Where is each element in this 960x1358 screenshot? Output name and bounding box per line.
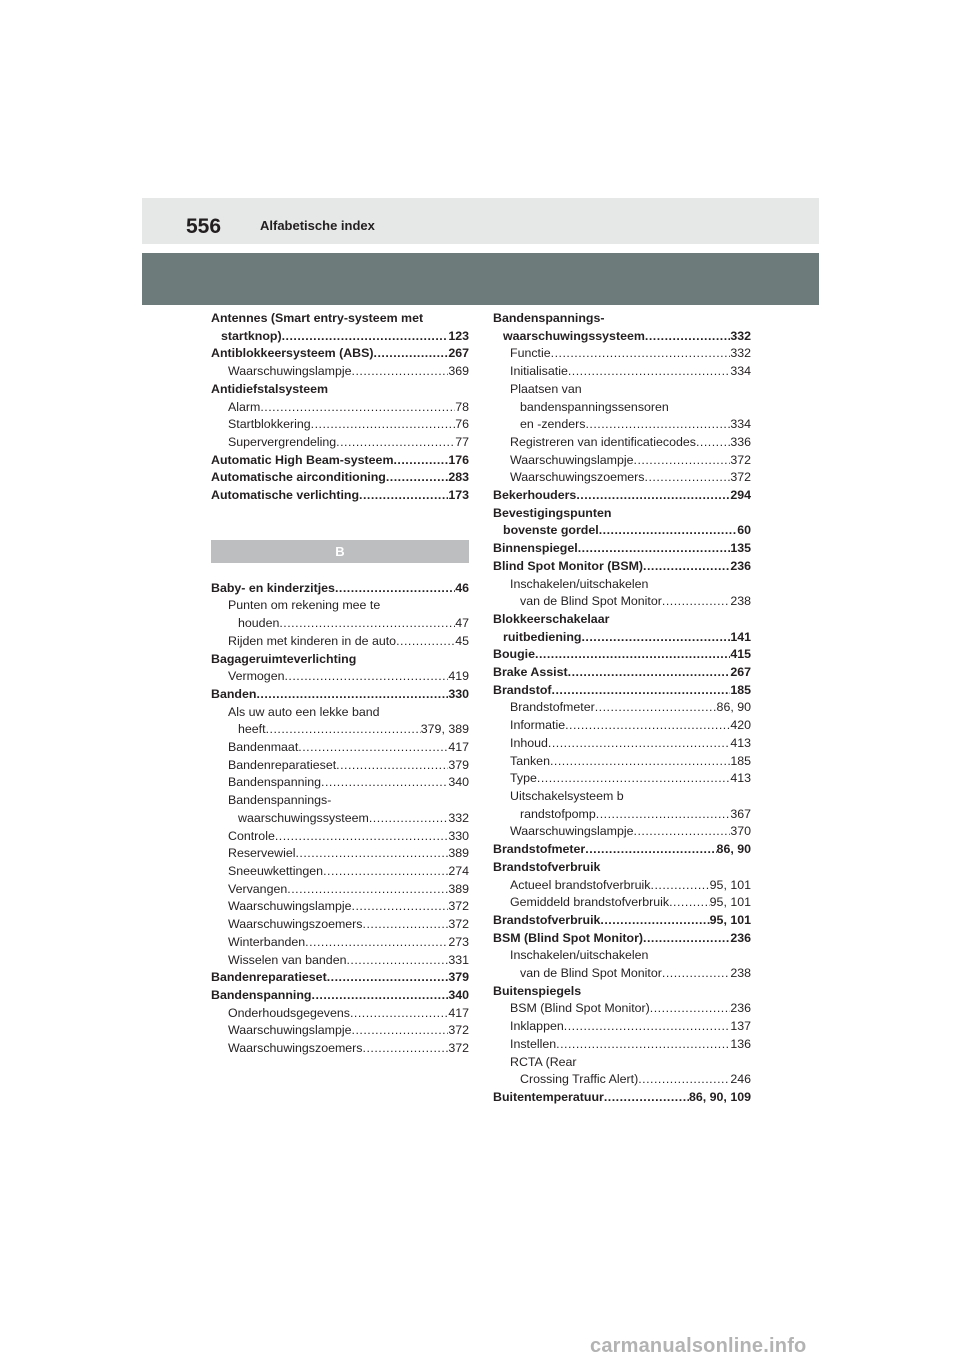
letter-heading-b: B: [211, 540, 469, 563]
index-subentry: waarschuwingssysteem ..... 332: [211, 810, 469, 828]
index-entry: Brandstofverbruik ..... 95, 101: [493, 912, 751, 930]
index-subentry: Inklappen ..... 137: [493, 1018, 751, 1036]
index-subentry: Controle ..... 330: [211, 828, 469, 846]
index-subentry: Waarschuwingslampje ..... 369: [211, 363, 469, 381]
index-subentry: Bandenmaat ..... 417: [211, 739, 469, 757]
index-subentry: Als uw auto een lekke band: [228, 704, 380, 719]
watermark-text: carmanualsonline.info: [590, 1335, 807, 1357]
index-subentry: Waarschuwingszoemers ..... 372: [493, 469, 751, 487]
index-subentry: Waarschuwingszoemers ..... 372: [211, 916, 469, 934]
index-subentry: Bandenspanning ..... 340: [211, 774, 469, 792]
page-number: 556: [186, 215, 222, 238]
index-entry: Automatische verlichting ..... 173: [211, 487, 469, 505]
index-entry: Buitenspiegels: [493, 983, 582, 998]
index-subentry: RCTA (Rear: [510, 1054, 577, 1069]
header-band: [142, 198, 819, 244]
index-subentry: Bandenreparatieset ..... 379: [211, 757, 469, 775]
index-subentry: Startblokkering ..... 76: [211, 416, 469, 434]
index-entry: Banden ..... 330: [211, 686, 469, 704]
index-entry: bovenste gordel ..... 60: [493, 522, 751, 540]
index-subentry: Type ..... 413: [493, 770, 751, 788]
index-entry: BSM (Blind Spot Monitor) ..... 236: [493, 930, 751, 948]
index-subentry: Onderhoudsgegevens ..... 417: [211, 1005, 469, 1023]
index-column-left: [211, 310, 469, 1058]
index-subentry: Crossing Traffic Alert) ..... 246: [493, 1071, 751, 1089]
index-subentry: Instellen ..... 136: [493, 1036, 751, 1054]
index-subentry: Actueel brandstofverbruik ..... 95, 101: [493, 877, 751, 895]
index-entry: Antiblokkeersysteem (ABS) ..... 267: [211, 345, 469, 363]
index-subentry: Bandenspannings-: [228, 793, 332, 808]
index-entry: Brandstof ..... 185: [493, 682, 751, 700]
index-subentry: Waarschuwingslampje ..... 372: [493, 452, 751, 470]
index-entry: Blind Spot Monitor (BSM) ..... 236: [493, 558, 751, 576]
index-subentry: randstofpomp ..... 367: [493, 806, 751, 824]
index-subentry: Plaatsen van: [510, 381, 582, 396]
index-entry: Bandenspannings-: [493, 311, 605, 325]
index-subentry: Waarschuwingszoemers ..... 372: [211, 1040, 469, 1058]
section-color-band: [142, 253, 819, 305]
index-subentry: Registreren van identificatiecodes ..... 336: [493, 434, 751, 452]
index-subentry: bandenspanningssensoren: [520, 399, 669, 414]
index-subentry: Waarschuwingslampje ..... 372: [211, 1022, 469, 1040]
index-entry: Brandstofverbruik: [493, 859, 601, 874]
index-subentry: van de Blind Spot Monitor ..... 238: [493, 593, 751, 611]
index-subentry: Inschakelen/uitschakelen: [510, 948, 649, 963]
index-subentry: Waarschuwingslampje ..... 372: [211, 898, 469, 916]
index-subentry: Gemiddeld brandstofverbruik ..... 95, 101: [493, 894, 751, 912]
index-subentry: Functie ..... 332: [493, 345, 751, 363]
index-entry: Bandenspanning ..... 340: [211, 987, 469, 1005]
index-entry: startknop) ..... 123: [211, 328, 469, 346]
index-entry: Blokkeerschakelaar: [493, 611, 610, 626]
index-entry: Bekerhouders ..... 294: [493, 487, 751, 505]
index-subentry: Brandstofmeter ..... 86, 90: [493, 699, 751, 717]
index-subentry: Initialisatie ..... 334: [493, 363, 751, 381]
index-entry: Bandenreparatieset ..... 379: [211, 969, 469, 987]
index-subentry: BSM (Blind Spot Monitor) ..... 236: [493, 1000, 751, 1018]
index-entry: waarschuwingssysteem ..... 332: [493, 328, 751, 346]
index-entry: Antennes (Smart entry-systeem met: [211, 311, 424, 325]
index-subentry: Reservewiel ..... 389: [211, 845, 469, 863]
index-entry: Automatische airconditioning ..... 283: [211, 469, 469, 487]
index-subentry: Uitschakelsysteem b: [510, 788, 624, 803]
index-subentry: van de Blind Spot Monitor ..... 238: [493, 965, 751, 983]
index-subentry: Wisselen van banden ..... 331: [211, 952, 469, 970]
index-subentry: Vermogen ..... 419: [211, 668, 469, 686]
index-entry: Brandstofmeter ..... 86, 90: [493, 841, 751, 859]
index-subentry: heeft ..... 379, 389: [211, 721, 469, 739]
index-subentry: Tanken ..... 185: [493, 753, 751, 771]
index-subentry: Inhoud ..... 413: [493, 735, 751, 753]
index-subentry: Punten om rekening mee te: [228, 598, 381, 613]
index-subentry: Supervergrendeling ..... 77: [211, 434, 469, 452]
index-entry: Binnenspiegel ..... 135: [493, 540, 751, 558]
index-entry: Antidiefstalsysteem: [211, 381, 329, 396]
index-subentry: Inschakelen/uitschakelen: [510, 576, 649, 591]
index-entry: Bougie ..... 415: [493, 646, 751, 664]
index-column-right: [493, 310, 751, 1107]
index-entry: Bevestigingspunten: [493, 505, 612, 520]
section-title: Alfabetische index: [260, 218, 375, 233]
index-entry: Automatic High Beam-systeem ..... 176: [211, 452, 469, 470]
index-subentry: houden ..... 47: [211, 615, 469, 633]
index-subentry: Alarm ..... 78: [211, 399, 469, 417]
index-subentry: Vervangen ..... 389: [211, 881, 469, 899]
index-subentry: Winterbanden ..... 273: [211, 934, 469, 952]
index-subentry: Sneeuwkettingen ..... 274: [211, 863, 469, 881]
index-subentry: Informatie ..... 420: [493, 717, 751, 735]
index-subentry: Waarschuwingslampje ..... 370: [493, 823, 751, 841]
index-entry: Buitentemperatuur ..... 86, 90, 109: [493, 1089, 751, 1107]
index-entry: Bagageruimteverlichting: [211, 651, 357, 666]
index-entry: Baby- en kinderzitjes ..... 46: [211, 580, 469, 598]
index-entry: Brake Assist ..... 267: [493, 664, 751, 682]
index-entry: ruitbediening ..... 141: [493, 629, 751, 647]
index-subentry: Rijden met kinderen in de auto ..... 45: [211, 633, 469, 651]
index-subentry: en -zenders ..... 334: [493, 416, 751, 434]
